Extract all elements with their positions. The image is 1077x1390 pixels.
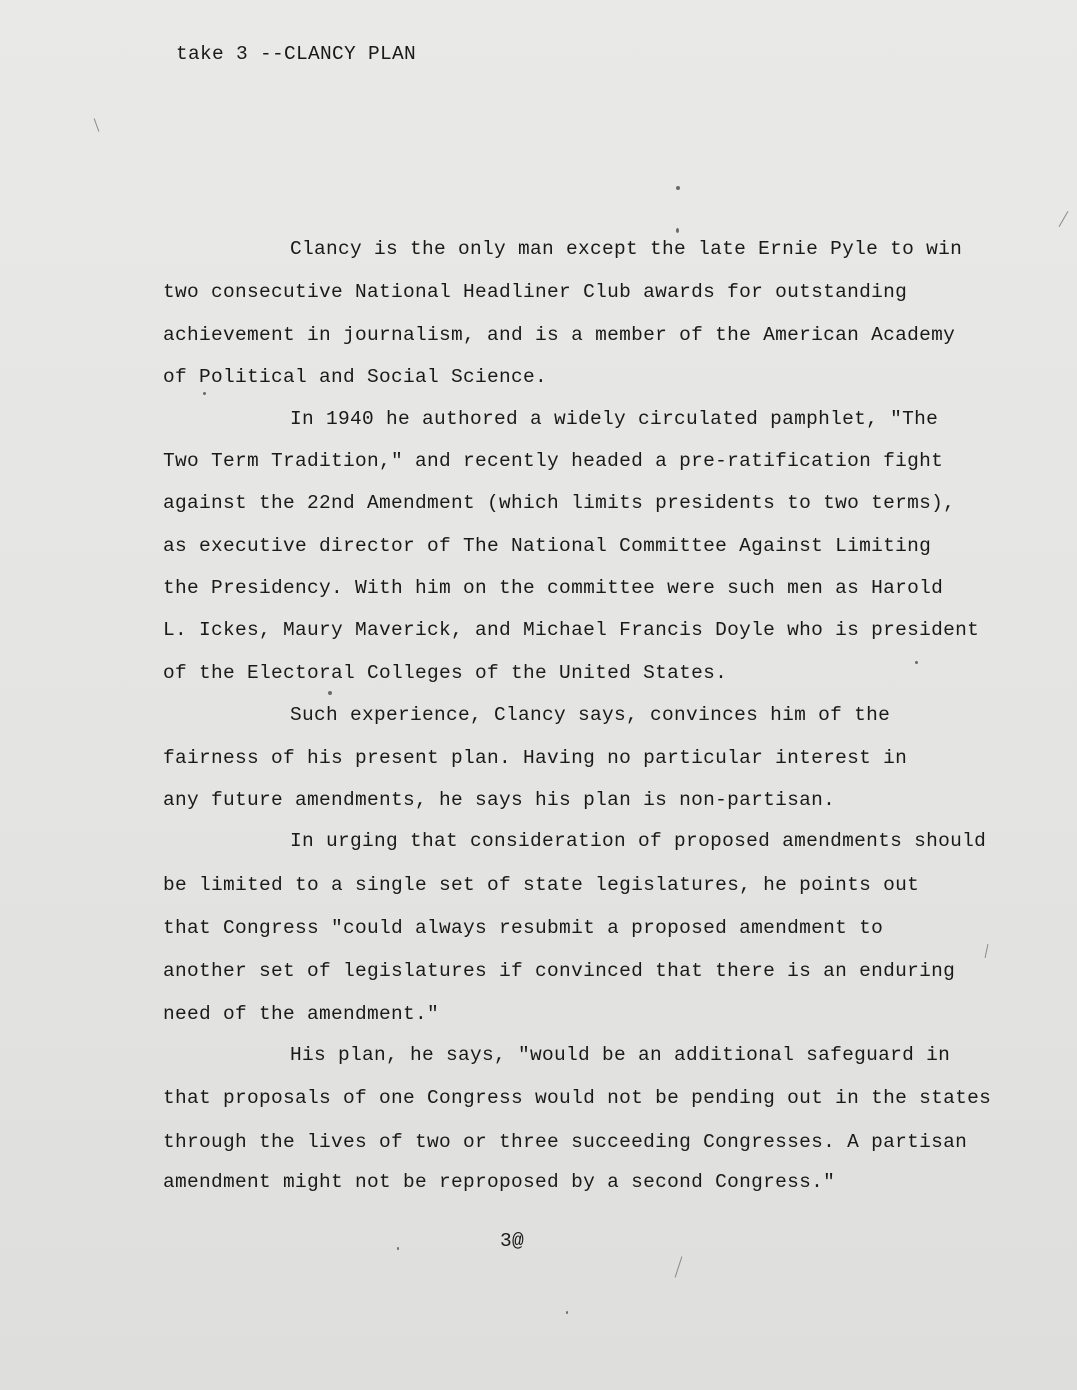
- paper-scratch: [985, 944, 989, 958]
- paper-speck: [397, 1247, 399, 1250]
- body-line: Such experience, Clancy says, convinces him of the: [290, 704, 891, 726]
- paper-speck: [915, 661, 918, 664]
- body-line: that Congress "could always resubmit a proposed amendment to: [163, 917, 884, 939]
- body-line: through the lives of two or three succeeding Congresses. A partisan: [163, 1131, 968, 1153]
- body-line: that proposals of one Congress would not be pending out in the states: [163, 1087, 992, 1109]
- body-line: Two Term Tradition," and recently headed a pre-ratification fight: [163, 450, 944, 472]
- body-line: fairness of his present plan. Having no particular interest in: [163, 747, 908, 769]
- body-line: His plan, he says, "would be an additional safeguard in: [290, 1044, 951, 1066]
- paper-scratch: [94, 118, 100, 131]
- paper-speck: [676, 228, 679, 233]
- body-line: achievement in journalism, and is a member of the American Academy: [163, 324, 956, 346]
- paper-scratch: [675, 1256, 683, 1277]
- body-line: In urging that consideration of proposed amendments should: [290, 830, 987, 852]
- body-line: as executive director of The National Committee Against Limiting: [163, 535, 932, 557]
- body-line: need of the amendment.": [163, 1003, 440, 1025]
- paper-scratch: [1059, 211, 1069, 227]
- paper-speck: [328, 691, 332, 695]
- body-line: of the Electoral Colleges of the United States.: [163, 662, 728, 684]
- body-line: In 1940 he authored a widely circulated pamphlet, "The: [290, 408, 939, 430]
- story-slug: take 3 --CLANCY PLAN: [176, 43, 417, 65]
- paper-speck: [676, 186, 680, 190]
- body-line: of Political and Social Science.: [163, 366, 548, 388]
- body-line: another set of legislatures if convinced that there is an enduring: [163, 960, 956, 982]
- body-line: any future amendments, he says his plan is non-partisan.: [163, 789, 836, 811]
- body-line: the Presidency. With him on the committee were such men as Harold: [163, 577, 944, 599]
- body-line: two consecutive National Headliner Club awards for outstanding: [163, 281, 908, 303]
- body-line: Clancy is the only man except the late Ernie Pyle to win: [290, 238, 963, 260]
- body-line: L. Ickes, Maury Maverick, and Michael Francis Doyle who is president: [163, 619, 980, 641]
- paper-speck: [566, 1311, 568, 1314]
- body-line: against the 22nd Amendment (which limits presidents to two terms),: [163, 492, 956, 514]
- page-number: 3@: [500, 1230, 525, 1252]
- body-line: amendment might not be reproposed by a second Congress.": [163, 1171, 836, 1193]
- body-line: be limited to a single set of state legislatures, he points out: [163, 874, 920, 896]
- paper-speck: [203, 392, 206, 395]
